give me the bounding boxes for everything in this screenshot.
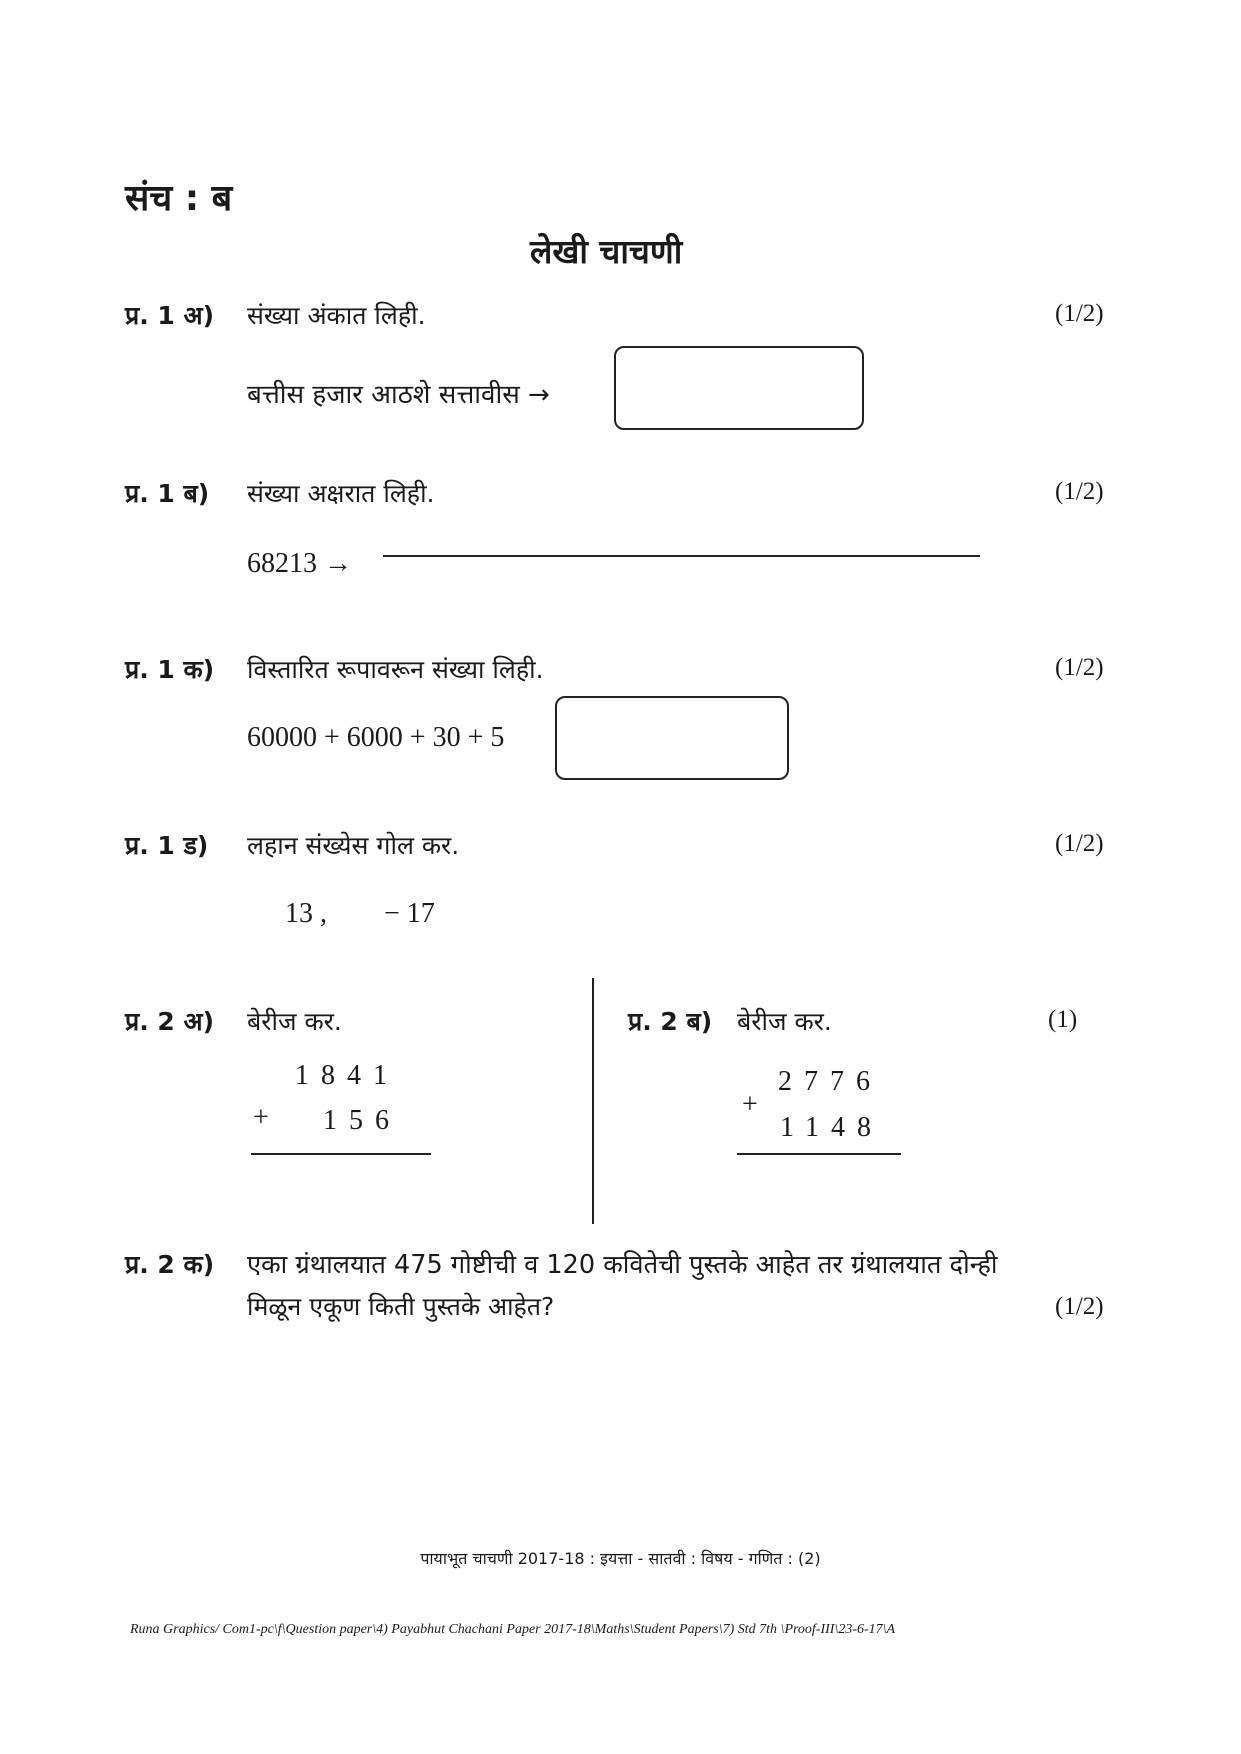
q1c-marks: (1/2) xyxy=(1055,654,1104,681)
q1b-text: संख्या अक्षरात लिही. xyxy=(247,479,435,508)
q1a-answer-box[interactable] xyxy=(614,346,864,430)
q2c-text-line-1: एका ग्रंथालयात 475 गोष्टीची व 120 कवितेची पुस्तके आहेत तर ग्रंथालयात दोन्ही xyxy=(247,1250,998,1280)
page-title: लेखी चाचणी xyxy=(530,232,683,271)
q1a-number: प्र. 1 अ) xyxy=(125,301,215,330)
q2b-number: प्र. 2 ब) xyxy=(628,1007,713,1036)
file-path-note: Runa Graphics/ Com1-pc\f\Question paper\4) Payabhut Chachani Paper 2017-18\Maths\Student Papers\7) Std 7th \Proof-III\23-6-17\A xyxy=(130,1622,896,1637)
q1c-answer-box[interactable] xyxy=(555,696,789,780)
q1d-text: लहान संख्येस गोल कर. xyxy=(247,831,460,860)
q2b-addend-top: 2776 xyxy=(778,1066,882,1097)
q1d-number: प्र. 1 ड) xyxy=(125,831,209,860)
q1d-marks: (1/2) xyxy=(1055,830,1104,857)
q1c-prompt: 60000 + 6000 + 30 + 5 xyxy=(247,722,505,753)
q1c-text: विस्तारित रूपावरून संख्या लिही. xyxy=(247,655,544,684)
q1b-answer-line[interactable] xyxy=(383,555,980,557)
q2b-sum-line xyxy=(737,1153,901,1155)
q1d-option-2[interactable]: − 17 xyxy=(384,898,435,929)
page-footer: पायाभूत चाचणी 2017-18 : इयत्ता - सातवी : विषय - गणित : (2) xyxy=(420,1549,821,1568)
q1a-marks: (1/2) xyxy=(1055,300,1104,327)
q1c-number: प्र. 1 क) xyxy=(125,655,215,684)
q1b-marks: (1/2) xyxy=(1055,478,1104,505)
q2a-addend-bottom: 156 xyxy=(323,1105,401,1136)
q2b-marks: (1) xyxy=(1048,1006,1078,1033)
q2c-number: प्र. 2 क) xyxy=(125,1250,215,1279)
q2c-text-line-2: मिळून एकूण किती पुस्तके आहेत? xyxy=(247,1292,555,1321)
q2b-addend-bottom: 1148 xyxy=(780,1112,883,1143)
q1b-prompt: 68213 → xyxy=(247,548,352,579)
q1a-prompt: बत्तीस हजार आठशे सत्तावीस → xyxy=(247,380,550,410)
q2b-plus-sign: + xyxy=(742,1089,758,1120)
q1b-number: प्र. 1 ब) xyxy=(125,479,210,508)
q2a-number: प्र. 2 अ) xyxy=(125,1007,215,1036)
set-label: संच : ब xyxy=(125,178,233,219)
q2a-plus-sign: + xyxy=(253,1102,269,1133)
q2c-marks: (1/2) xyxy=(1055,1293,1104,1320)
column-divider xyxy=(592,978,594,1224)
q1a-text: संख्या अंकात लिही. xyxy=(247,301,426,330)
q1d-option-1[interactable]: 13 , xyxy=(285,898,327,929)
q2a-addend-top: 1841 xyxy=(295,1060,399,1091)
q2b-text: बेरीज कर. xyxy=(737,1007,832,1036)
q2a-text: बेरीज कर. xyxy=(247,1007,342,1036)
q2a-sum-line xyxy=(251,1153,431,1155)
